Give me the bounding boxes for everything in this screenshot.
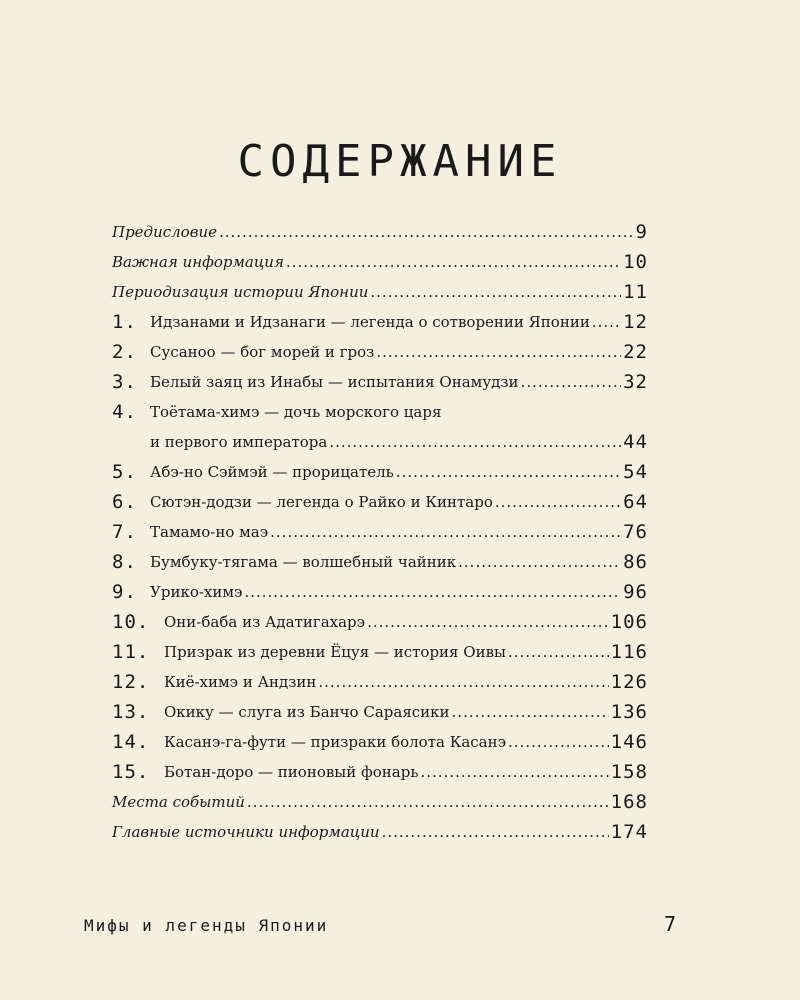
toc-entry-page: 12 bbox=[623, 311, 648, 333]
toc-entry-page: 32 bbox=[623, 371, 648, 393]
toc-entry-chapter-2[interactable] bbox=[112, 333, 648, 363]
toc-entry-title: Урико-химэ bbox=[150, 583, 243, 601]
dot-leader bbox=[508, 731, 609, 753]
toc-entry-title: Абэ-но Сэймэй — прорицатель bbox=[150, 463, 394, 481]
chapter-number: 5. bbox=[112, 461, 137, 483]
dot-leader bbox=[382, 821, 609, 843]
chapter-number: 8. bbox=[112, 551, 137, 573]
toc-entry-title: Киё-химэ и Андзин bbox=[164, 673, 317, 691]
dot-leader bbox=[592, 311, 621, 333]
dot-leader bbox=[495, 491, 621, 513]
toc-entry-title: Призрак из деревни Ёцуя — история Оивы bbox=[164, 643, 506, 661]
toc-entry-chapter-7[interactable] bbox=[112, 513, 648, 543]
toc-entry-page: 10 bbox=[623, 251, 648, 273]
toc-entry-page: 64 bbox=[623, 491, 648, 513]
toc-entry-page: 136 bbox=[610, 701, 648, 723]
toc-entry-chapter-5[interactable] bbox=[112, 453, 648, 483]
toc-entry-title-line2: и первого императора bbox=[150, 433, 328, 451]
dot-leader bbox=[420, 761, 608, 783]
chapter-number: 7. bbox=[112, 521, 137, 543]
running-footer-title: Мифы и легенды Японии bbox=[84, 916, 329, 935]
toc-entry-title-line1: Тоётама-химэ — дочь морского царя bbox=[150, 403, 442, 421]
dot-leader bbox=[376, 341, 621, 363]
toc-entry-title: Места событий bbox=[112, 793, 245, 811]
dot-leader bbox=[396, 461, 621, 483]
toc-entry-chapter-4[interactable] bbox=[112, 393, 648, 453]
dot-leader bbox=[452, 701, 609, 723]
toc-entry-places[interactable] bbox=[112, 783, 648, 813]
toc-entry-title: Бумбуку-тягама — волшебный чайник bbox=[150, 553, 457, 571]
toc-entry-title: Тамамо-но маэ bbox=[150, 523, 269, 541]
dot-leader bbox=[270, 521, 621, 543]
dot-leader bbox=[244, 581, 621, 603]
toc-entry-chapter-6[interactable] bbox=[112, 483, 648, 513]
toc-entry-chapter-8[interactable] bbox=[112, 543, 648, 573]
toc-entry-chapter-12[interactable] bbox=[112, 663, 648, 693]
toc-entry-periods[interactable] bbox=[112, 273, 648, 303]
toc-entry-sources[interactable] bbox=[112, 813, 648, 843]
page-title: СОДЕРЖАНИЕ bbox=[237, 136, 563, 187]
toc-entry-chapter-14[interactable] bbox=[112, 723, 648, 753]
chapter-number: 10. bbox=[112, 611, 150, 633]
toc-entry-title: Сютэн-додзи — легенда о Райко и Кинтаро bbox=[150, 493, 493, 511]
dot-leader bbox=[286, 251, 621, 273]
toc-entry-title: Ботан-доро — пионовый фонарь bbox=[164, 763, 419, 781]
toc-entry-page: 9 bbox=[635, 221, 648, 243]
toc-entry-chapter-11[interactable] bbox=[112, 633, 648, 663]
dot-leader bbox=[521, 371, 622, 393]
toc-entry-page: 54 bbox=[623, 461, 648, 483]
dot-leader bbox=[318, 671, 608, 693]
chapter-number: 9. bbox=[112, 581, 137, 603]
toc-entry-chapter-9[interactable] bbox=[112, 573, 648, 603]
toc-entry-chapter-1[interactable] bbox=[112, 303, 648, 333]
toc-entry-chapter-10[interactable] bbox=[112, 603, 648, 633]
chapter-number: 11. bbox=[112, 641, 150, 663]
dot-leader bbox=[367, 611, 609, 633]
table-of-contents bbox=[112, 213, 648, 843]
chapter-number: 6. bbox=[112, 491, 137, 513]
toc-entry-chapter-15[interactable] bbox=[112, 753, 648, 783]
toc-entry-page: 76 bbox=[623, 521, 648, 543]
toc-entry-title: Белый заяц из Инабы — испытания Онамудзи bbox=[150, 373, 519, 391]
chapter-number: 2. bbox=[112, 341, 137, 363]
toc-entry-title: Периодизация истории Японии bbox=[112, 283, 369, 301]
toc-entry-title: Предисловие bbox=[112, 223, 217, 241]
toc-entry-title: Они-баба из Адатигахарэ bbox=[164, 613, 366, 631]
toc-entry-page: 146 bbox=[610, 731, 648, 753]
chapter-number: 1. bbox=[112, 311, 137, 333]
toc-entry-important[interactable] bbox=[112, 243, 648, 273]
chapter-number: 3. bbox=[112, 371, 137, 393]
toc-entry-title: Главные источники информации bbox=[112, 823, 380, 841]
toc-entry-title: Сусаноо — бог морей и гроз bbox=[150, 343, 375, 361]
page-number: 7 bbox=[664, 912, 677, 936]
chapter-number: 14. bbox=[112, 731, 150, 753]
chapter-number: 15. bbox=[112, 761, 150, 783]
toc-entry-title: Важная информация bbox=[112, 253, 284, 271]
toc-entry-page: 168 bbox=[610, 791, 648, 813]
toc-entry-page: 126 bbox=[610, 671, 648, 693]
chapter-number: 4. bbox=[112, 401, 137, 423]
toc-entry-page: 11 bbox=[623, 281, 648, 303]
toc-entry-page: 116 bbox=[610, 641, 648, 663]
toc-entry-chapter-3[interactable] bbox=[112, 363, 648, 393]
dot-leader bbox=[370, 281, 621, 303]
toc-entry-title: Окику — слуга из Банчо Сараясики bbox=[164, 703, 450, 721]
toc-entry-chapter-13[interactable] bbox=[112, 693, 648, 723]
toc-entry-page: 158 bbox=[610, 761, 648, 783]
toc-entry-page: 174 bbox=[610, 821, 648, 843]
chapter-number: 12. bbox=[112, 671, 150, 693]
toc-entry-preface[interactable] bbox=[112, 213, 648, 243]
toc-entry-title: Касанэ-га-фути — призраки болота Касанэ bbox=[164, 733, 507, 751]
dot-leader bbox=[508, 641, 609, 663]
toc-entry-title: Идзанами и Идзанаги — легенда о сотворении Японии bbox=[150, 313, 590, 331]
toc-entry-page: 96 bbox=[623, 581, 648, 603]
dot-leader bbox=[329, 431, 621, 453]
toc-entry-page: 86 bbox=[623, 551, 648, 573]
chapter-number: 13. bbox=[112, 701, 150, 723]
toc-entry-page: 106 bbox=[610, 611, 648, 633]
dot-leader bbox=[219, 221, 634, 243]
toc-entry-page: 44 bbox=[623, 431, 648, 453]
toc-entry-page: 22 bbox=[623, 341, 648, 363]
dot-leader bbox=[247, 791, 609, 813]
dot-leader bbox=[458, 551, 621, 573]
